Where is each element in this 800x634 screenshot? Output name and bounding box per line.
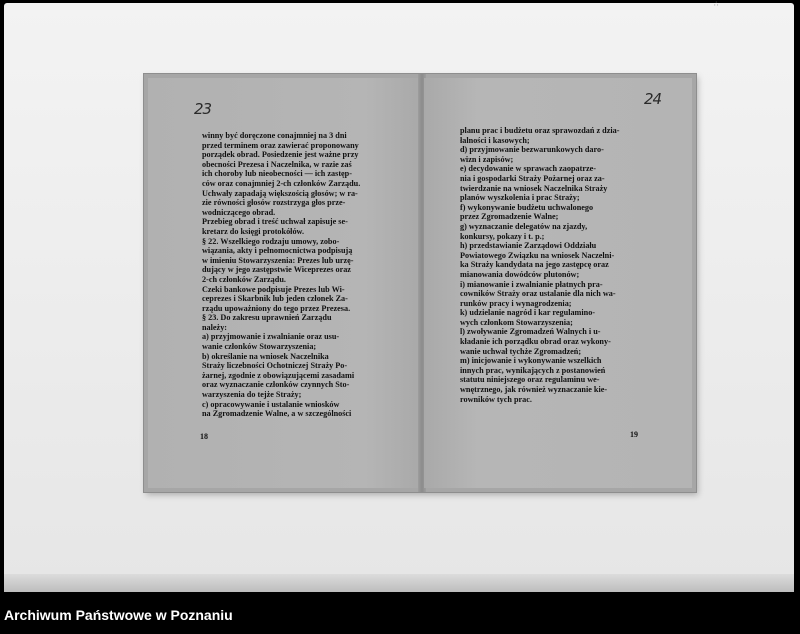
text-line: winny być doręczone conajmniej na 3 dni [202,131,347,140]
text-line: należy: [202,322,228,332]
text-line: § 23. Do zakresu uprawnień Zarządu [202,313,332,323]
right-handwritten-number: 24 [644,90,662,108]
text-line: innych prac, wynikających z postanowień [460,365,606,375]
text-line: Powiatowego Związku na wniosek Naczelni- [460,250,615,260]
text-line: Czeki bankowe podpisuje Prezes lub Wi- [202,284,345,294]
text-line: l) zwoływanie Zgromadzeń Walnych i u- [460,327,601,337]
text-line: rządu upoważniony do tego przez Prezesa. [202,303,351,313]
archive-caption: Archiwum Państwowe w Poznaniu [4,607,233,623]
text-line: c) opracowywanie i ustalanie wniosków [202,399,340,409]
text-line: Uchwały zapadają większością głosów; w ra- [202,188,358,198]
text-line: dujący w jego zastępstwie Wiceprezes oraz [202,265,351,275]
text-line: łalności i kasowych; [460,135,530,145]
text-line: porządek obrad. Posiedzenie jest ważne przy [202,150,359,160]
text-line: wodniczącego obrad. [202,207,276,217]
text-line: planu prac i budżetu oraz sprawozdań z dzia- [460,126,620,135]
text-line: konkursy, pokazy i t. p.; [460,231,545,241]
text-line: b) określanie na wniosek Naczelnika [202,351,329,361]
text-line: oraz wyznaczanie członków czynnych Sto- [202,380,350,390]
text-line: § 22. Wszelkiego rodzaju umowy, zobo- [202,236,340,246]
text-line: wanie członków Stowarzyszenia; [202,342,317,352]
text-line: nia i gospodarki Straży Pożarnej oraz za- [460,173,605,183]
right-page [424,78,692,488]
text-line: Straży liczebności Ochotniczej Straży Po- [202,361,348,371]
text-line: a) przyjmowanie i zwalnianie oraz usu- [202,332,340,342]
corner-mark: ∴ [714,0,719,8]
text-line: k) udzielanie nagród i kar regulamino- [460,308,596,318]
text-line: zie równości głosów rozstrzyga głos prze- [202,198,346,208]
text-line: m) inicjowanie i wykonywanie wszelkich [460,356,602,366]
left-page [148,78,420,488]
text-line: ka Straży kandydata na jego zastępcę oraz [460,260,609,270]
text-line: planów wyszkolenia i prac Straży; [460,193,580,203]
text-line: ców oraz conajmniej 2-ch członków Zarządu. [202,178,361,188]
left-page-number: 18 [200,432,208,441]
text-line: d) przyjmowanie bezwarunkowych daro- [460,145,604,155]
text-line: warzyszenia do tejże Straży; [202,390,302,400]
text-line: w imieniu Stowarzyszenia: Prezes lub urzę- [202,255,354,265]
text-line: f) wykonywanie budżetu uchwalonego [460,202,594,212]
text-line: żarnej, zgodnie z obowiązującemi zasadami [202,370,355,380]
text-line: obecności Prezesa i Naczelnika, w razie zaś [202,159,352,169]
text-line: h) przedstawianie Zarządowi Oddziału [460,241,597,251]
right-page-number: 19 [630,430,638,439]
text-line: twierdzanie na wniosek Naczelnika Straży [460,183,608,193]
text-line: statutu niniejszego oraz regulaminu we- [460,375,600,385]
text-line: na Zgromadzenie Walne, a w szczególności [202,409,352,419]
text-line: wanie uchwał tychże Zgromadzeń; [460,346,582,356]
text-line: wizn i zapisów; [460,154,514,164]
text-line: Przebieg obrad i treść uchwał zapisuje se- [202,217,348,227]
text-line: mianowania dowódców plutonów; [460,269,580,279]
text-line: wiązania, akty i pełnomocnictwa podpisują [202,246,353,256]
text-line: ich choroby lub nieobecności — ich zastęp- [202,169,352,179]
mat-bottom-edge [4,574,794,592]
left-page-text [202,131,384,419]
booklet-spread [144,74,696,492]
text-line: kretarz do księgi protokółów. [202,226,305,236]
text-line: ceprezes i Skarbnik lub jeden członek Za- [202,294,348,304]
right-page-text [460,126,640,404]
text-line: kładanie ich porządku obrad oraz wykony- [460,337,611,347]
text-line: wnętrznego, jak również wyznaczanie kie- [460,385,608,395]
left-handwritten-number: 23 [194,100,212,118]
text-line: przed terminem oraz zawierać proponowany [202,140,359,150]
text-line: cowników Straży oraz ustalanie dla nich wa- [460,289,616,299]
text-line: wych członkom Stowarzyszenia; [460,317,573,327]
text-line: i) mianowanie i zwalnianie płatnych pra- [460,279,603,289]
text-line: g) wyznaczanie delegatów na zjazdy, [460,221,588,231]
text-line: przez Zgromadzenie Walne; [460,212,559,222]
text-line: runków pracy i wynagrodzenia; [460,298,572,308]
text-line: rowników tych prac. [460,394,532,404]
text-line: 2-ch członków Zarządu. [202,274,286,284]
text-line: e) decydowanie w sprawach zaopatrze- [460,164,596,174]
